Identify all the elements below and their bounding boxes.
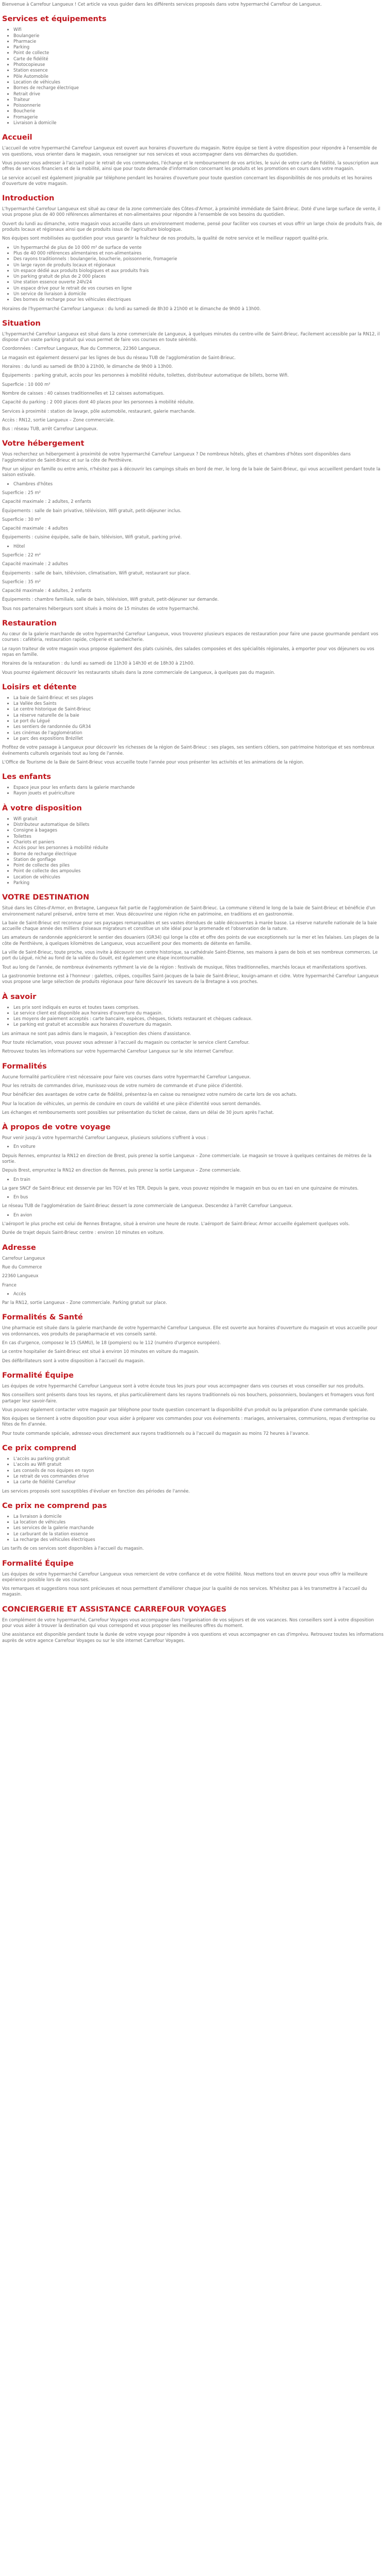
list-item: • En avion [13, 1212, 384, 1218]
bullet-list [2, 544, 384, 549]
list-item: • Pharmacie [13, 39, 384, 44]
list-item: • Hôtel [13, 544, 384, 549]
list-item: • Plus de 40 000 références alimentaires et non-alimentaires [13, 250, 384, 256]
list-item: • Les services de la galerie marchande [13, 1525, 384, 1531]
list-item: • Des rayons traditionnels : boulangerie, boucherie, poissonnerie, fromagerie [13, 256, 384, 262]
section-title: Introduction [2, 194, 55, 203]
section-title: VOTRE DESTINATION [2, 893, 89, 902]
list-item: • Le centre historique de Saint-Brieuc [13, 706, 384, 712]
list-item: • Wifi gratuit [13, 816, 384, 822]
section-title: Ce prix comprend [2, 1444, 77, 1453]
paragraph: Le magasin est également desservi par les lignes de bus du réseau TUB de l'agglomération de Saint-Brieuc. [2, 354, 236, 360]
list-item: • Toilettes [13, 834, 384, 839]
paragraph: Vous pourrez également découvrir les restaurants situés dans la zone commerciale de Langueux, à quelques pas du magasin. [2, 669, 275, 675]
paragraph: L'Office de Tourisme de la Baie de Saint-Brieuc vous accueille toute l'année pour vous présenter les activités et les animations de la région. [2, 759, 304, 765]
list-item: • La baie de Saint-Brieuc et ses plages [13, 695, 384, 701]
bullet-list [2, 27, 384, 126]
list-item: • Un espace dédié aux produits biologiques et aux produits frais [13, 268, 384, 274]
paragraph: Horaires de la restauration : du lundi au samedi de 11h30 à 14h30 et de 18h30 à 21h00. [2, 660, 195, 666]
list-item: • Station essence [13, 67, 384, 73]
paragraph: En complément de votre hypermarché, Carrefour Voyages vous accompagne dans l'organisation de vos séjours et de vos vacances. Nos conseillers sont à votre disposition pour vous aider à trouver la destination qui vous correspond et vous proposer les meilleures offres du moment. [2, 1617, 374, 1629]
list-item: • Les moyens de paiement acceptés : carte bancaire, espèces, chèques, tickets restaurant et chèques cadeaux. [13, 1016, 384, 1022]
list-item: • Carte de fidélité [13, 56, 384, 62]
list-item: • Accès [13, 1291, 384, 1297]
paragraph: Équipements : salle de bain privative, télévision, Wifi gratuit, petit-déjeuner inclus. [2, 507, 182, 513]
paragraph: Aucune formalité particulière n'est nécessaire pour faire vos courses dans votre hypermarché Carrefour Langueux. [2, 1074, 251, 1079]
paragraph: L'accueil de votre hypermarché Carrefour Langueux est ouvert aux horaires d'ouverture du magasin. Notre équipe se tient à votre disposition pour répondre à l'ensemble de vos questions, vous orienter dans le magasin, vous renseigner sur nos services et vous accompagner dans vos démarches du quotidien. [2, 145, 377, 157]
paragraph: Superficie : 10 000 m² [2, 381, 51, 387]
list-item: • Location de véhicules [13, 79, 384, 85]
bullet-list [2, 816, 384, 886]
paragraph: Vous recherchez un hébergement à proximité de votre hypermarché Carrefour Langueux ? De nombreux hôtels, gîtes et chambres d'hôtes sont disponibles dans l'agglomération de Saint-Brieuc et sur la côte de Penthièvre. [2, 451, 351, 463]
paragraph: Vous pouvez vous adresser à l'accueil pour le retrait de vos commandes, l'échange et le remboursement de vos articles, le suivi de votre carte de fidélité, la souscription aux offres de services financiers et de la mobilité, ainsi que pour toute demande d'information concernant les produits et les promotions en cours dans votre magasin. [2, 160, 379, 172]
paragraph: La baie de Saint-Brieuc est reconnue pour ses paysages remarquables et ses vastes étendues de sable découvertes à marée basse. La réserve naturelle nationale de la baie accueille chaque année des milliers d'oiseaux migrateurs et constitue un site idéal pour la promenade et l'observation de la nature. [2, 920, 377, 931]
paragraph: France [2, 1282, 17, 1287]
paragraph: Pour venir jusqu'à votre hypermarché Carrefour Langueux, plusieurs solutions s'offrent à vous : [2, 1135, 209, 1141]
list-item: • Point de collecte [13, 50, 384, 56]
paragraph: Retrouvez toutes les informations sur votre hypermarché Carrefour Langueux sur le site internet Carrefour. [2, 1048, 234, 1054]
paragraph: Équipements : chambre familiale, salle de bain, télévision, Wifi gratuit, petit-déjeuner sur demande. [2, 597, 219, 602]
list-item: • Wifi [13, 27, 384, 32]
paragraph: Rue du Commerce [2, 1264, 42, 1269]
list-item: • Les prix sont indiqués en euros et toutes taxes comprises. [13, 1005, 384, 1010]
paragraph: Carrefour Langueux [2, 1255, 45, 1261]
list-item: • Traiteur [13, 97, 384, 103]
paragraph: Bus : réseau TUB, arrêt Carrefour Langueux. [2, 426, 98, 432]
paragraph: Horaires : du lundi au samedi de 8h30 à 21h00, le dimanche de 9h00 à 13h00. [2, 364, 173, 369]
paragraph: Les amateurs de randonnée apprécieront le sentier des douaniers (GR34) qui longe la côte et offre des points de vue exceptionnels sur la mer et les falaises. Les plages de la côte de Penthièvre, à quelques kilomètres de Langueux, vous accueillent pour des moments de détente en famille. [2, 935, 379, 946]
paragraph: Équipements : parking gratuit, accès pour les personnes à mobilité réduite, toilettes, distributeur automatique de billets, borne Wifi. [2, 372, 289, 378]
list-item: • Un large rayon de produits locaux et régionaux [13, 262, 384, 268]
bullet-list [2, 1144, 384, 1149]
bullet-list [2, 481, 384, 487]
paragraph: L'hypermarché Carrefour Langueux est situé au cœur de la zone commerciale des Côtes-d'Armor, à proximité immédiate de Saint-Brieuc. Doté d'une large surface de vente, il vous propose plus de 40 000 références alimentaires et non-alimentaires pour répondre à l'ensemble de vos besoins du quotidien. [2, 206, 381, 217]
paragraph: Le réseau TUB de l'agglomération de Saint-Brieuc dessert la zone commerciale de Langueux. Descendez à l'arrêt Carrefour Langueux. [2, 1203, 293, 1209]
paragraph: La gare SNCF de Saint-Brieuc est desservie par les TGV et les TER. Depuis la gare, vous pouvez rejoindre le magasin en bus ou en taxi en une quinzaine de minutes. [2, 1185, 359, 1191]
paragraph: Des défibrillateurs sont à votre disposition à l'accueil du magasin. [2, 1358, 145, 1363]
paragraph: Les animaux ne sont pas admis dans le magasin, à l'exception des chiens d'assistance. [2, 1030, 191, 1036]
section-title: Ce prix ne comprend pas [2, 1501, 107, 1510]
paragraph: Nos conseillers sont présents dans tous les rayons, et plus particulièrement dans les rayons traditionnels où nos bouchers, poissonniers, boulangers et fromagers vous font partager leur savoir-faire. [2, 1392, 374, 1403]
paragraph: Depuis Brest, empruntez la RN12 en direction de Rennes, puis prenez la sortie Langueux – Zone commerciale. [2, 1167, 241, 1173]
list-item: • Boucherie [13, 108, 384, 114]
paragraph: Les tarifs de ces services sont disponibles à l'accueil du magasin. [2, 1546, 144, 1551]
paragraph: Accès : RN12, sortie Langueux – Zone commerciale. [2, 417, 115, 422]
list-item: • Accès pour les personnes à mobilité réduite [13, 845, 384, 851]
paragraph: L'hypermarché Carrefour Langueux est situé dans la zone commerciale de Langueux, à quelques minutes du centre-ville de Saint-Brieuc. Facilement accessible par la RN12, il dispose d'un vaste parking gratuit qui vous permet de faire vos courses en toute sérénité. [2, 331, 380, 343]
paragraph: Une pharmacie est située dans la galerie marchande de votre hypermarché Carrefour Langueux. Elle est ouverte aux horaires d'ouverture du magasin et vous accueille pour vos ordonnances, vos produits de parapharmacie et vos conseils santé. [2, 1325, 378, 1336]
paragraph: Capacité maximale : 2 adultes [2, 561, 68, 567]
bullet-list [2, 695, 384, 741]
paragraph: Pour toute réclamation, vous pouvez vous adresser à l'accueil du magasin ou contacter le service client Carrefour. [2, 1040, 250, 1045]
section-title: Adresse [2, 1243, 36, 1252]
bullet-list [2, 785, 384, 796]
paragraph: Le service accueil est également joignable par téléphone pendant les horaires d'ouverture pour toute question concernant les disponibilités de nos produits et les horaires d'ouverture de votre magasin. [2, 175, 372, 186]
section-title: Services et équipements [2, 15, 107, 24]
list-item: • La réserve naturelle de la baie [13, 713, 384, 718]
list-item: • Le carburant de la station essence [13, 1531, 384, 1537]
list-item: • La location de véhicules [13, 1519, 384, 1525]
list-item: • Parking [13, 44, 384, 50]
bullet-list [2, 1005, 384, 1028]
paragraph: Le rayon traiteur de votre magasin vous propose également des plats cuisinés, des salades composées et des spécialités régionales, à emporter pour vos déjeuners ou vos repas en famille. [2, 646, 374, 657]
bullet-list [2, 1177, 384, 1182]
list-item: • Location de véhicules [13, 874, 384, 880]
list-item: • Point de collecte des ampoules [13, 868, 384, 874]
list-item: • La recharge des véhicules électriques [13, 1537, 384, 1543]
paragraph: Pour la location de véhicules, un permis de conduire en cours de validité et une pièce d'identité vous seront demandés. [2, 1100, 262, 1106]
section-title: Formalités & Santé [2, 1313, 83, 1322]
paragraph: Nos équipes sont mobilisées au quotidien pour vous garantir la fraîcheur de nos produits, la qualité de notre service et le meilleur rapport qualité-prix. [2, 235, 329, 241]
paragraph: Capacité maximale : 4 adultes [2, 526, 68, 531]
paragraph: Pour bénéficier des avantages de votre carte de fidélité, présentez-la en caisse ou renseignez votre numéro de carte lors de vos achats. [2, 1092, 297, 1097]
paragraph: Pour les retraits de commandes drive, munissez-vous de votre numéro de commande et d'une pièce d'identité. [2, 1082, 243, 1088]
paragraph: Depuis Rennes, empruntez la RN12 en direction de Brest, puis prenez la sortie Langueux – Zone commerciale. Le magasin se trouve à quelques centaines de mètres de la sortie. [2, 1153, 372, 1164]
intro-text: Bienvenue à Carrefour Langueux ! Cet article va vous guider dans les différents services proposés dans votre hypermarché Carrefour de Langueux. [2, 2, 322, 7]
list-item: • Boulangerie [13, 33, 384, 39]
section-title: À propos de votre voyage [2, 1123, 111, 1132]
paragraph: Nombre de caisses : 40 caisses traditionnelles et 12 caisses automatiques. [2, 390, 165, 396]
list-item: • Poissonnerie [13, 103, 384, 108]
paragraph: Vos remarques et suggestions nous sont précieuses et nous permettent d'améliorer chaque jour la qualité de nos services. N'hésitez pas à les transmettre à l'accueil du magasin. [2, 1586, 367, 1597]
list-item: • Le parc des expositions Brézillet [13, 736, 384, 741]
paragraph: Tous nos partenaires hébergeurs sont situés à moins de 15 minutes de votre hypermarché. [2, 605, 200, 611]
paragraph: Les échanges et remboursements sont possibles sur présentation du ticket de caisse, dans un délai de 30 jours après l'achat. [2, 1109, 274, 1115]
list-item: • Borne de recharge électrique [13, 851, 384, 857]
paragraph: Capacité maximale : 4 adultes, 2 enfants [2, 588, 91, 594]
paragraph: Superficie : 35 m² [2, 579, 41, 584]
list-item: • Le port du Légué [13, 718, 384, 724]
section-title: Formalité Équipe [2, 1559, 74, 1568]
paragraph: En cas d'urgence, composez le 15 (SAMU), le 18 (pompiers) ou le 112 (numéro d'urgence européen). [2, 1340, 221, 1346]
paragraph: Coordonnées : Carrefour Langueux, Rue du Commerce, 22360 Langueux. [2, 346, 161, 351]
section-title: Situation [2, 319, 41, 328]
section-title: Formalités [2, 1062, 47, 1071]
paragraph: Au cœur de la galerie marchande de votre hypermarché Carrefour Langueux, vous trouverez plusieurs espaces de restauration pour faire une pause gourmande pendant vos courses : cafétéria, restauration rapide, crêperie et sandwicherie. [2, 631, 379, 642]
list-item: • Photocopieuse [13, 62, 384, 67]
section-title: Restauration [2, 619, 57, 628]
list-item: • Chambres d'hôtes [13, 481, 384, 487]
paragraph: Nos équipes se tiennent à votre disposition pour vous aider à préparer vos commandes pour vos événements : mariages, anniversaires, communions, repas d'entreprise ou fêtes de fin d'année. [2, 1416, 376, 1427]
list-item: • Fromagerie [13, 114, 384, 120]
section-title: À savoir [2, 992, 37, 1001]
list-item: • Une station essence ouverte 24h/24 [13, 279, 384, 285]
paragraph: La ville de Saint-Brieuc, toute proche, vous invite à découvrir son centre historique, sa cathédrale Saint-Étienne, ses maisons à pans de bois et ses nombreux commerces. Le port du Légué, niché au fond de la vallée du Gouët, est également une étape incontournable. [2, 950, 378, 961]
list-item: • Les sentiers de randonnée du GR34 [13, 724, 384, 730]
paragraph: Horaires de l'hypermarché Carrefour Langueux : du lundi au samedi de 8h30 à 21h00 et le dimanche de 9h00 à 13h00. [2, 306, 261, 311]
list-item: • Pôle Automobile [13, 74, 384, 79]
paragraph: Le centre hospitalier de Saint-Brieuc est situé à environ 10 minutes en voiture du magasin. [2, 1349, 200, 1354]
paragraph: Ouvert du lundi au dimanche, votre magasin vous accueille dans un environnement moderne, pensé pour faciliter vos courses et vous offrir un large choix de produits frais, de produits locaux et régionaux ainsi que de produits issus de l'agriculture biologique. [2, 221, 382, 232]
bullet-list [2, 1212, 384, 1218]
paragraph: Les services proposés sont susceptibles d'évoluer en fonction des périodes de l'année. [2, 1488, 190, 1494]
list-item: • Parking [13, 880, 384, 886]
list-item: • Distributeur automatique de billets [13, 822, 384, 827]
list-item: • Un hypermarché de plus de 10 000 m² de surface de vente [13, 245, 384, 250]
paragraph: Vous pouvez également contacter votre magasin par téléphone pour toute question concernant la disponibilité d'un produit ou la préparation d'une commande spéciale. [2, 1406, 368, 1412]
paragraph: Superficie : 30 m² [2, 516, 41, 522]
list-item: • La carte de fidélité Carrefour [13, 1479, 384, 1485]
section-title: Les enfants [2, 773, 51, 782]
bullet-list [2, 1456, 384, 1485]
bullet-list [2, 1291, 384, 1297]
list-item: • Le service client est disponible aux horaires d'ouverture du magasin. [13, 1010, 384, 1016]
list-item: • Un service de livraison à domicile [13, 291, 384, 297]
list-item: • Les cinémas de l'agglomération [13, 730, 384, 736]
section-title: Accueil [2, 133, 32, 142]
paragraph: La gastronomie bretonne est à l'honneur : galettes, crêpes, coquilles Saint-Jacques de la baie de Saint-Brieuc, kouign-amann et cidre. Votre hypermarché Carrefour Langueux vous propose une large sélection de produits régionaux pour faire découvrir les saveurs de la Bretagne à vos proches. [2, 973, 379, 985]
paragraph: Situé dans les Côtes-d'Armor, en Bretagne, Langueux fait partie de l'agglomération de Saint-Brieuc. La commune s'étend le long de la baie de Saint-Brieuc et bénéficie d'un environnement naturel préservé, entre terre et mer. Vous découvrirez une région riche en patrimoine, en traditions et en gastronomie. [2, 905, 376, 917]
paragraph: Capacité maximale : 2 adultes, 2 enfants [2, 499, 91, 504]
list-item: • L'accès au Wifi gratuit [13, 1462, 384, 1467]
list-item: • Station de gonflage [13, 857, 384, 862]
paragraph: Services à proximité : station de lavage, pôle automobile, restaurant, galerie marchande. [2, 408, 196, 414]
list-item: • Espace jeux pour les enfants dans la galerie marchande [13, 785, 384, 790]
paragraph: Par la RN12, sortie Langueux – Zone commerciale. Parking gratuit sur place. [2, 1300, 167, 1306]
list-item: • En bus [13, 1194, 384, 1200]
paragraph: Tout au long de l'année, de nombreux événements rythment la vie de la région : festivals de musique, fêtes traditionnelles, marchés locaux et manifestations sportives. [2, 964, 367, 970]
paragraph: Les équipes de votre hypermarché Carrefour Langueux vous remercient de votre confiance et de votre fidélité. Nous mettons tout en œuvre pour vous offrir la meilleure expérience possible lors de vos courses. [2, 1571, 368, 1582]
paragraph: Pour toute commande spéciale, adressez-vous directement aux rayons traditionnels ou à l'accueil du magasin au moins 72 heures à l'avance. [2, 1430, 310, 1436]
paragraph: L'aéroport le plus proche est celui de Rennes Bretagne, situé à environ une heure de route. L'aéroport de Saint-Brieuc Armor accueille également quelques vols. [2, 1221, 350, 1227]
paragraph: Pour un séjour en famille ou entre amis, n'hésitez pas à découvrir les campings situés en bord de mer, le long de la baie de Saint-Brieuc, qui vous accueillent pendant toute la saison estivale. [2, 466, 381, 478]
section-title: Loisirs et détente [2, 683, 77, 691]
paragraph: Les équipes de votre hypermarché Carrefour Langueux sont à votre écoute tous les jours pour vous accompagner dans vos courses et vous conseiller sur nos produits. [2, 1383, 365, 1388]
paragraph: Équipements : salle de bain, télévision, climatisation, Wifi gratuit, restaurant sur place. [2, 570, 191, 575]
list-item: • Le retrait de vos commandes drive [13, 1473, 384, 1479]
list-item: • La Vallée des Saints [13, 701, 384, 706]
paragraph: Profitez de votre passage à Langueux pour découvrir les richesses de la région de Saint-Brieuc : ses plages, ses sentiers côtiers, son patrimoine historique et ses nombreux événements culturels organisés tout au long de l'année. [2, 744, 374, 756]
bullet-list [2, 1514, 384, 1543]
paragraph: Durée de trajet depuis Saint-Brieuc centre : environ 10 minutes en voiture. [2, 1230, 165, 1235]
list-item: • Chariots et paniers [13, 839, 384, 845]
list-item: • Les conseils de nos équipes en rayon [13, 1468, 384, 1473]
paragraph: 22360 Langueux [2, 1273, 39, 1279]
list-item: • En voiture [13, 1144, 384, 1149]
paragraph: Superficie : 25 m² [2, 489, 41, 495]
section-title: Votre hébergement [2, 439, 85, 448]
list-item: • Consigne à bagages [13, 827, 384, 833]
list-item: • Retrait drive [13, 91, 384, 97]
list-item: • Point de collecte des piles [13, 862, 384, 868]
content [2, 14, 384, 1643]
list-item: • L'accès au parking gratuit [13, 1456, 384, 1462]
paragraph: Une assistance est disponible pendant toute la durée de votre voyage pour répondre à vos questions et vous accompagner en cas d'imprévu. Retrouvez toutes les informations auprès de votre agence Carrefour Voyages ou sur le site internet Carrefour Voyages. [2, 1632, 384, 1643]
list-item: • Des bornes de recharge pour les véhicules électriques [13, 297, 384, 302]
list-item: • La livraison à domicile [13, 1514, 384, 1519]
list-item: • Bornes de recharge électrique [13, 85, 384, 91]
paragraph: Superficie : 22 m² [2, 552, 41, 557]
paragraph: Capacité du parking : 2 000 places dont 40 places pour les personnes à mobilité réduite. [2, 399, 194, 405]
list-item: • En train [13, 1177, 384, 1182]
list-item: • Rayon jouets et puériculture [13, 790, 384, 796]
list-item: • Un parking gratuit de plus de 2 000 places [13, 274, 384, 279]
section-title: Formalité Équipe [2, 1371, 74, 1380]
bullet-list [2, 245, 384, 303]
bullet-list [2, 1194, 384, 1200]
paragraph: Équipements : cuisine équipée, salle de bain, télévision, Wifi gratuit, parking privé. [2, 534, 182, 540]
section-title: À votre disposition [2, 804, 82, 812]
section-title: CONCIERGERIE ET ASSISTANCE CARREFOUR VOYAGES [2, 1605, 227, 1614]
list-item: • Le parking est gratuit et accessible aux horaires d'ouverture du magasin. [13, 1022, 384, 1027]
list-item: • Livraison à domicile [13, 120, 384, 126]
list-item: • Un espace drive pour le retrait de vos courses en ligne [13, 285, 384, 291]
